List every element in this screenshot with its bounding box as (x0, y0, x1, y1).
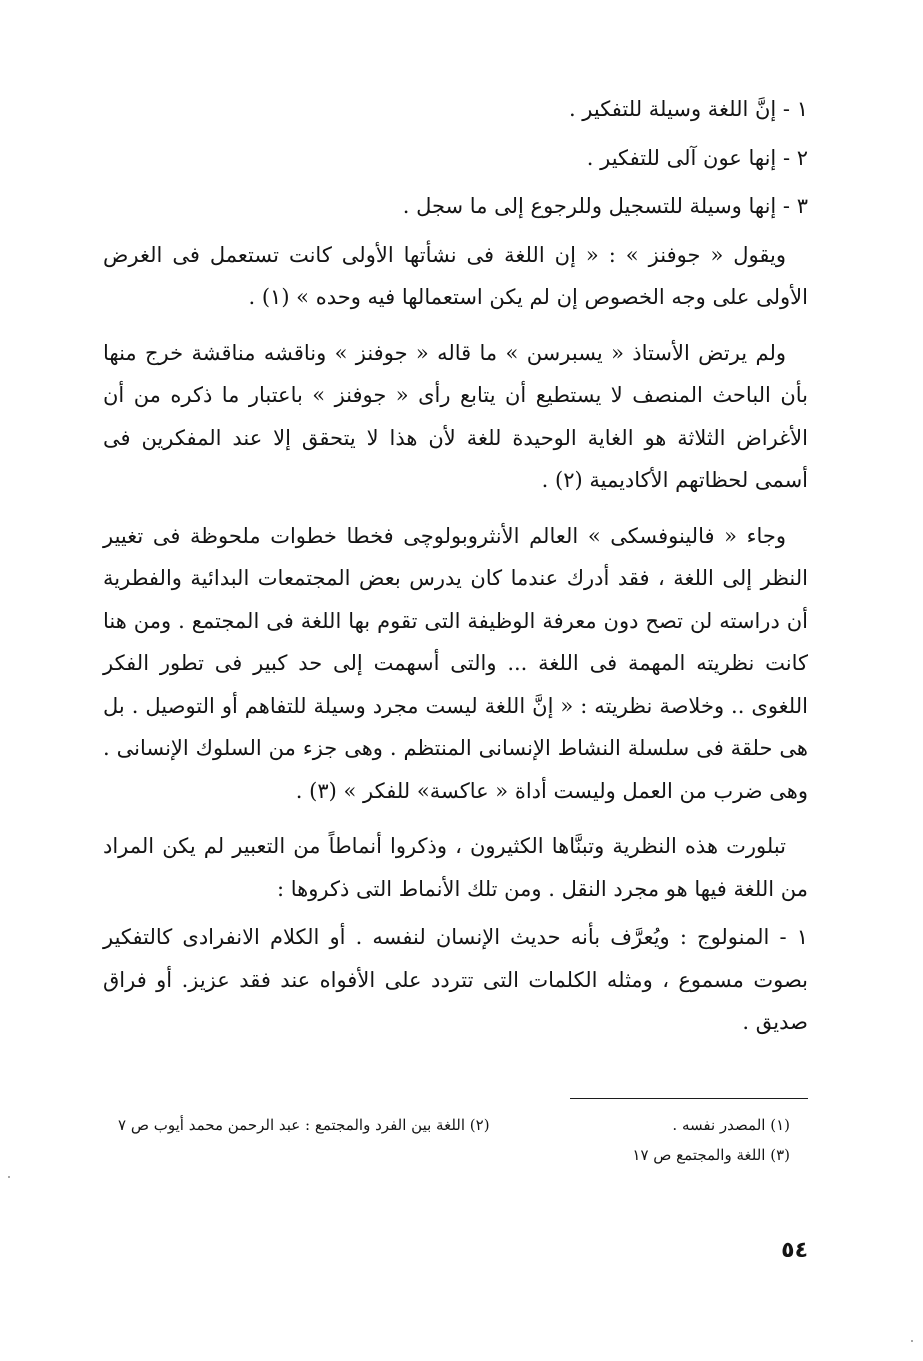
footnote-1: (١) المصدر نفسه . (672, 1116, 790, 1134)
footnote-row (118, 1140, 790, 1170)
paragraph-jespersen: ولم يرتض الأستاذ « يسبرسن » ما قاله « جوفنز » وناقشه مناقشة خرج منها بأن الباحث المنصف لا يستطيع أن يتابع رأى « جوفنز » باعتبار ما ذكره من أن الأغراض الثلاثة هو الغاية الوحيدة للغة لأن هذا لا يتحقق إلا عند المفكرين فى أسمى لحظاتهم الأكاديمية (٢) . (103, 340, 808, 492)
list-item-3: ٣ - إنها وسيلة للتسجيل وللرجوع إلى ما سجل . (402, 194, 808, 218)
scan-speck (911, 1340, 913, 1342)
footnote-row (118, 1110, 790, 1140)
paragraph-monologue: ١ - المنولوج : ويُعرَّف بأنه حديث الإنسان لنفسه . أو الكلام الانفرادى كالتفكير بصوت مسموع ، ومثله الكلمات التى تتردد على الأفواه عند فقد عزيز. أو فراق صديق . (103, 925, 808, 1034)
footnote-3: (٣) اللغة والمجتمع ص ١٧ (632, 1146, 790, 1164)
paragraph-jevons: ويقول « جوفنز » : « إن اللغة فى نشأتها الأولى كانت تستعمل فى الغرض الأولى على وجه الخصوص إن لم يكن استعمالها فيه وحده » (١) . (103, 242, 808, 309)
footnotes (118, 1110, 790, 1170)
scan-speck (8, 1176, 10, 1178)
footnote-divider (570, 1098, 808, 1099)
footnote-2: (٢) اللغة بين الفرد والمجتمع : عبد الرحمن محمد أيوب ص ٧ (118, 1116, 490, 1134)
paragraph-malinowski: وجاء « فالينوفسكى » العالم الأنثروبولوچى فخطا خطوات ملحوظة فى تغيير النظر إلى اللغة ، فقد أدرك عندما كان يدرس بعض المجتمعات البدائية والفطرية أن دراسته لن تصح دون معرفة الوظيفة التى تقوم بها اللغة فى المجتمع . ومن هنا كانت نظريته المهمة فى اللغة ... والتى أسهمت إلى حد كبير فى تطور الفكر اللغوى .. وخلاصة نظريته : « إنَّ اللغة ليست مجرد وسيلة للتفاهم أو التوصيل . بل هى حلقة فى سلسلة النشاط الإنسانى المنتظم . وهى جزء من السلوك الإنسانى . وهى ضرب من العمل وليست أداة « عاكسة» للفكر » (٣) . (103, 523, 808, 803)
main-text (103, 88, 808, 1044)
page-number: ٥٤ (781, 1238, 808, 1263)
list-item-1: ١ - إنَّ اللغة وسيلة للتفكير . (568, 97, 808, 121)
paragraph-theory-adoption: تبلورت هذه النظرية وتبنَّاها الكثيرون ، وذكروا أنماطاً من التعبير لم يكن المراد من اللغة فيها هو مجرد النقل . ومن تلك الأنماط التى ذكروها : (103, 834, 808, 901)
list-item-2: ٢ - إنها عون آلى للتفكير . (586, 145, 808, 170)
